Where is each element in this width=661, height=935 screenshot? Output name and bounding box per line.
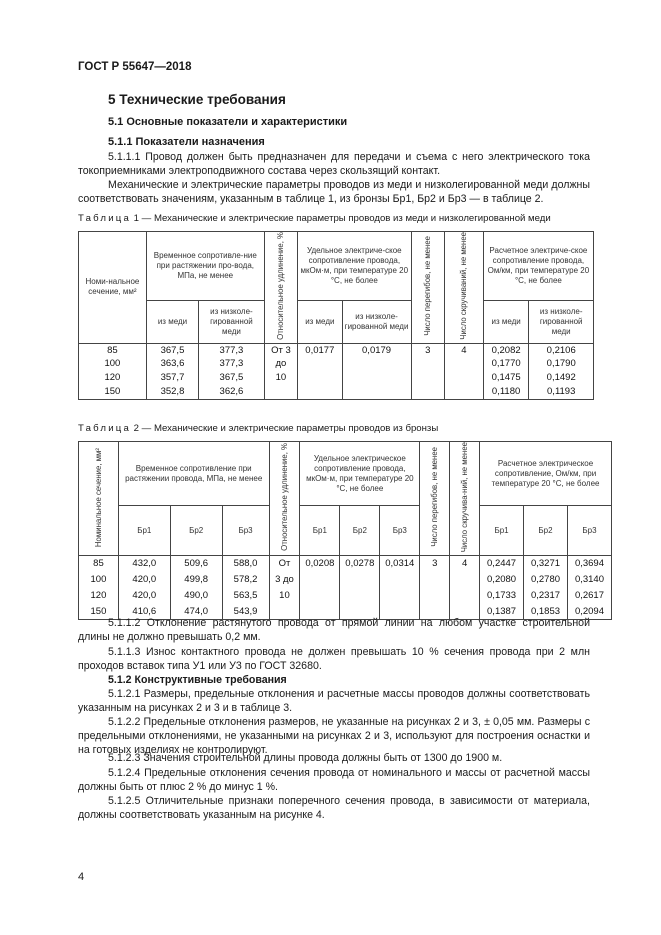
cell: 0,1853 xyxy=(524,604,568,620)
cell: 509,6 xyxy=(170,556,222,572)
section-title: 5 Технические требования xyxy=(108,92,286,107)
t1-h-resist: Удельное электриче-ское сопротивление провода, мкОм·м, при температуре 20 °С, не более xyxy=(298,232,411,301)
table1 xyxy=(78,231,594,400)
page-number: 4 xyxy=(78,871,85,883)
cell: 0,3694 xyxy=(567,556,611,572)
t2-sub-br3-r: Бр3 xyxy=(380,506,420,556)
t2-h-section xyxy=(79,442,119,556)
cell: 0,1790 xyxy=(529,357,594,371)
cell: 0,1387 xyxy=(480,604,524,620)
cell: 0,2317 xyxy=(524,588,568,604)
cell xyxy=(340,588,380,604)
cell: 420,0 xyxy=(118,572,170,588)
cell xyxy=(342,357,411,371)
cell: 357,7 xyxy=(146,371,198,385)
cell: 0,2080 xyxy=(480,572,524,588)
t2-h-resist: Удельное электрическое сопротивление провода, мкОм·м, при температуре 20 °С, не более xyxy=(300,442,420,506)
cell: 432,0 xyxy=(118,556,170,572)
table2-caption-word: Таблица xyxy=(78,423,132,434)
cell: 0,1193 xyxy=(529,385,594,399)
cell xyxy=(450,588,480,604)
t2-h-twists-text: Число скручива-ний, не менее xyxy=(460,442,470,553)
t1-h-elong-text: Относительное удлинение, % xyxy=(276,232,286,340)
cell: 474,0 xyxy=(170,604,222,620)
cell xyxy=(342,385,411,399)
cell: 0,2106 xyxy=(529,343,594,357)
t2-sub-br2-r: Бр2 xyxy=(340,506,380,556)
t2-sub-br1-r: Бр1 xyxy=(300,506,340,556)
cell: От xyxy=(269,556,300,572)
cell: 420,0 xyxy=(118,588,170,604)
cell: 100 xyxy=(79,357,147,371)
cell: 563,5 xyxy=(222,588,269,604)
cell: 543,9 xyxy=(222,604,269,620)
cell xyxy=(264,385,297,399)
cell: 0,2094 xyxy=(567,604,611,620)
t2-h-strength: Временное сопротивление при растяжении провода, МПа, не менее xyxy=(118,442,269,506)
subsubsection-5-1-2-title: 5.1.2 Конструктивные требования xyxy=(108,674,287,686)
cell: 352,8 xyxy=(146,385,198,399)
cell xyxy=(380,572,420,588)
cell: до xyxy=(264,357,297,371)
cell xyxy=(298,371,342,385)
t2-sub-br2-c: Бр2 xyxy=(524,506,568,556)
table-row xyxy=(79,343,594,357)
cell xyxy=(411,357,444,371)
table-row xyxy=(79,588,612,604)
table2-caption-text: 2 — Механические и электрические параметры проводов из бронзы xyxy=(131,423,439,434)
cell: 0,0314 xyxy=(380,556,420,572)
table-row xyxy=(79,556,612,572)
t2-h-elong-text: Относительное удлинение, % xyxy=(279,443,289,552)
cell: 3 до xyxy=(269,572,300,588)
cell: 363,6 xyxy=(146,357,198,371)
table1-caption-word: Таблица xyxy=(78,213,132,224)
t2-h-bends xyxy=(420,442,450,556)
document-header: ГОСТ Р 55647—2018 xyxy=(78,61,192,73)
cell xyxy=(420,588,450,604)
cell xyxy=(298,385,342,399)
cell: 10 xyxy=(269,588,300,604)
cell: 410,6 xyxy=(118,604,170,620)
cell: 0,1180 xyxy=(483,385,529,399)
cell: 367,5 xyxy=(146,343,198,357)
cell xyxy=(300,588,340,604)
t2-sub-br1: Бр1 xyxy=(118,506,170,556)
cell xyxy=(444,371,483,385)
cell: 100 xyxy=(79,572,119,588)
cell: 0,2617 xyxy=(567,588,611,604)
t2-sub-br2: Бр2 xyxy=(170,506,222,556)
paragraph-mechanical-params: Механические и электрические параметры проводов из меди и низколегированной меди должны соответствовать значениям, указанным в таблице 1, из бронзы Бр1, Бр2 и Бр3 — в таблице 2. xyxy=(78,179,590,205)
t1-sub-cu-2: из меди xyxy=(298,300,342,343)
cell: 150 xyxy=(79,385,147,399)
cell: 0,0177 xyxy=(298,343,342,357)
cell: 0,1733 xyxy=(480,588,524,604)
t2-h-section-text: Номинальное сечение, мм² xyxy=(93,447,103,547)
t2-h-calc: Расчетное электрическое сопротивление, Ом/км, при температуре 20 °С, не более xyxy=(480,442,612,506)
t1-sub-lowalloy: из низколе-гированной меди xyxy=(199,300,265,343)
cell: 362,6 xyxy=(199,385,265,399)
t1-h-twists xyxy=(444,232,483,344)
t1-h-bends xyxy=(411,232,444,344)
cell: 0,3271 xyxy=(524,556,568,572)
cell xyxy=(380,588,420,604)
t2-sub-br3-c: Бр3 xyxy=(567,506,611,556)
cell: 588,0 xyxy=(222,556,269,572)
table1-caption xyxy=(78,213,551,224)
cell: 0,1492 xyxy=(529,371,594,385)
t1-h-strength: Временное сопротивле-ние при растяжении про-вода, МПа, не менее xyxy=(146,232,264,301)
cell xyxy=(300,572,340,588)
t1-h-elong xyxy=(264,232,297,344)
cell: 499,8 xyxy=(170,572,222,588)
table-row xyxy=(79,572,612,588)
table-row xyxy=(79,357,594,371)
cell: 367,5 xyxy=(199,371,265,385)
cell: 0,3140 xyxy=(567,572,611,588)
cell: 377,3 xyxy=(199,357,265,371)
paragraph-5-1-2-2: 5.1.2.2 Предельные отклонения размеров, не указанные на рисунках 2 и 3, ± 0,05 мм. Размеры с предельными отклонениями, не указанными на рисунках 2 и 3, используют для построения оснастки и на готовых изделиях не контролируют. xyxy=(78,716,590,756)
table1-caption-text: 1 — Механические и электрические параметры проводов из меди и низколегированной меди xyxy=(131,213,551,224)
paragraph-5-1-2-4: 5.1.2.4 Предельные отклонения сечения провода от номинального и массы от расчетной массы должны быть от плюс 2 % до минус 1 %. xyxy=(78,767,590,793)
cell: 0,2780 xyxy=(524,572,568,588)
cell: 0,1770 xyxy=(483,357,529,371)
cell: 0,0278 xyxy=(340,556,380,572)
table-row xyxy=(79,371,594,385)
cell: 120 xyxy=(79,371,147,385)
paragraph-5-1-2-1: 5.1.2.1 Размеры, предельные отклонения и расчетные массы проводов должны соответствовать указанным на рисунках 2 и 3 и в таблице 3. xyxy=(78,688,590,714)
t2-sub-br1-c: Бр1 xyxy=(480,506,524,556)
paragraph-5-1-1-3: 5.1.1.3 Износ контактного провода не должен превышать 10 % сечения провода при 2 млн проходов вставок типа У1 или У3 по ГОСТ 32680. xyxy=(78,646,590,672)
cell: 0,1475 xyxy=(483,371,529,385)
t2-sub-br3: Бр3 xyxy=(222,506,269,556)
cell: 85 xyxy=(79,343,147,357)
cell: 10 xyxy=(264,371,297,385)
t2-h-elong xyxy=(269,442,300,556)
cell: 0,2447 xyxy=(480,556,524,572)
cell xyxy=(411,371,444,385)
paragraph-5-1-2-3: 5.1.2.3 Значения строительной длины провода должны быть от 1300 до 1900 м. xyxy=(108,752,503,764)
cell xyxy=(444,357,483,371)
t1-sub-lowalloy-2: из низколе-гированной меди xyxy=(342,300,411,343)
cell: 3 xyxy=(420,556,450,572)
cell: 0,0208 xyxy=(300,556,340,572)
cell: 4 xyxy=(444,343,483,357)
table-row xyxy=(79,385,594,399)
t2-h-bends-text: Число перегибов, не менее xyxy=(430,447,440,548)
paragraph-5-1-2-5: 5.1.2.5 Отличительные признаки поперечного сечения провода, в зависимости от материала, должны соответствовать указанным на рисунке 4. xyxy=(78,795,590,821)
t1-h-calc: Расчетное электриче-ское сопротивление провода, Ом/км, при температуре 20 °С, не более xyxy=(483,232,593,301)
cell: 4 xyxy=(450,556,480,572)
paragraph-5-1-1-2: 5.1.1.2 Отклонение растянутого провода от прямой линии на любом участке строительной длины не должно превышать 0,2 мм. xyxy=(78,617,590,643)
subsection-title: 5.1 Основные показатели и характеристики xyxy=(108,116,348,128)
cell: 150 xyxy=(79,604,119,620)
cell xyxy=(342,371,411,385)
table2-caption xyxy=(78,423,438,434)
t1-sub-cu: из меди xyxy=(146,300,198,343)
t2-h-twists xyxy=(450,442,480,556)
cell: 0,2082 xyxy=(483,343,529,357)
t1-h-twists-text: Число скручиваний, не менее xyxy=(459,232,469,340)
t1-h-bends-text: Число перегибов, не менее xyxy=(423,236,433,336)
table2 xyxy=(78,441,612,620)
t1-sub-lowalloy-3: из низколе-гированной меди xyxy=(529,300,594,343)
cell: 0,0179 xyxy=(342,343,411,357)
cell: 120 xyxy=(79,588,119,604)
cell xyxy=(420,572,450,588)
cell: От 3 xyxy=(264,343,297,357)
t1-sub-cu-3: из меди xyxy=(483,300,529,343)
cell: 85 xyxy=(79,556,119,572)
cell xyxy=(411,385,444,399)
paragraph-5-1-1-1: 5.1.1.1 Провод должен быть предназначен для передачи и съема с него электрического тока токоприемниками электроподвижного состава через скользящий контакт. xyxy=(78,151,590,177)
cell: 377,3 xyxy=(199,343,265,357)
subsubsection-title: 5.1.1 Показатели назначения xyxy=(108,136,265,148)
cell xyxy=(298,357,342,371)
cell xyxy=(450,572,480,588)
cell: 490,0 xyxy=(170,588,222,604)
cell: 578,2 xyxy=(222,572,269,588)
cell xyxy=(444,385,483,399)
cell xyxy=(340,572,380,588)
t1-h-section: Номи-нальное сечение, мм² xyxy=(79,232,147,344)
cell: 3 xyxy=(411,343,444,357)
